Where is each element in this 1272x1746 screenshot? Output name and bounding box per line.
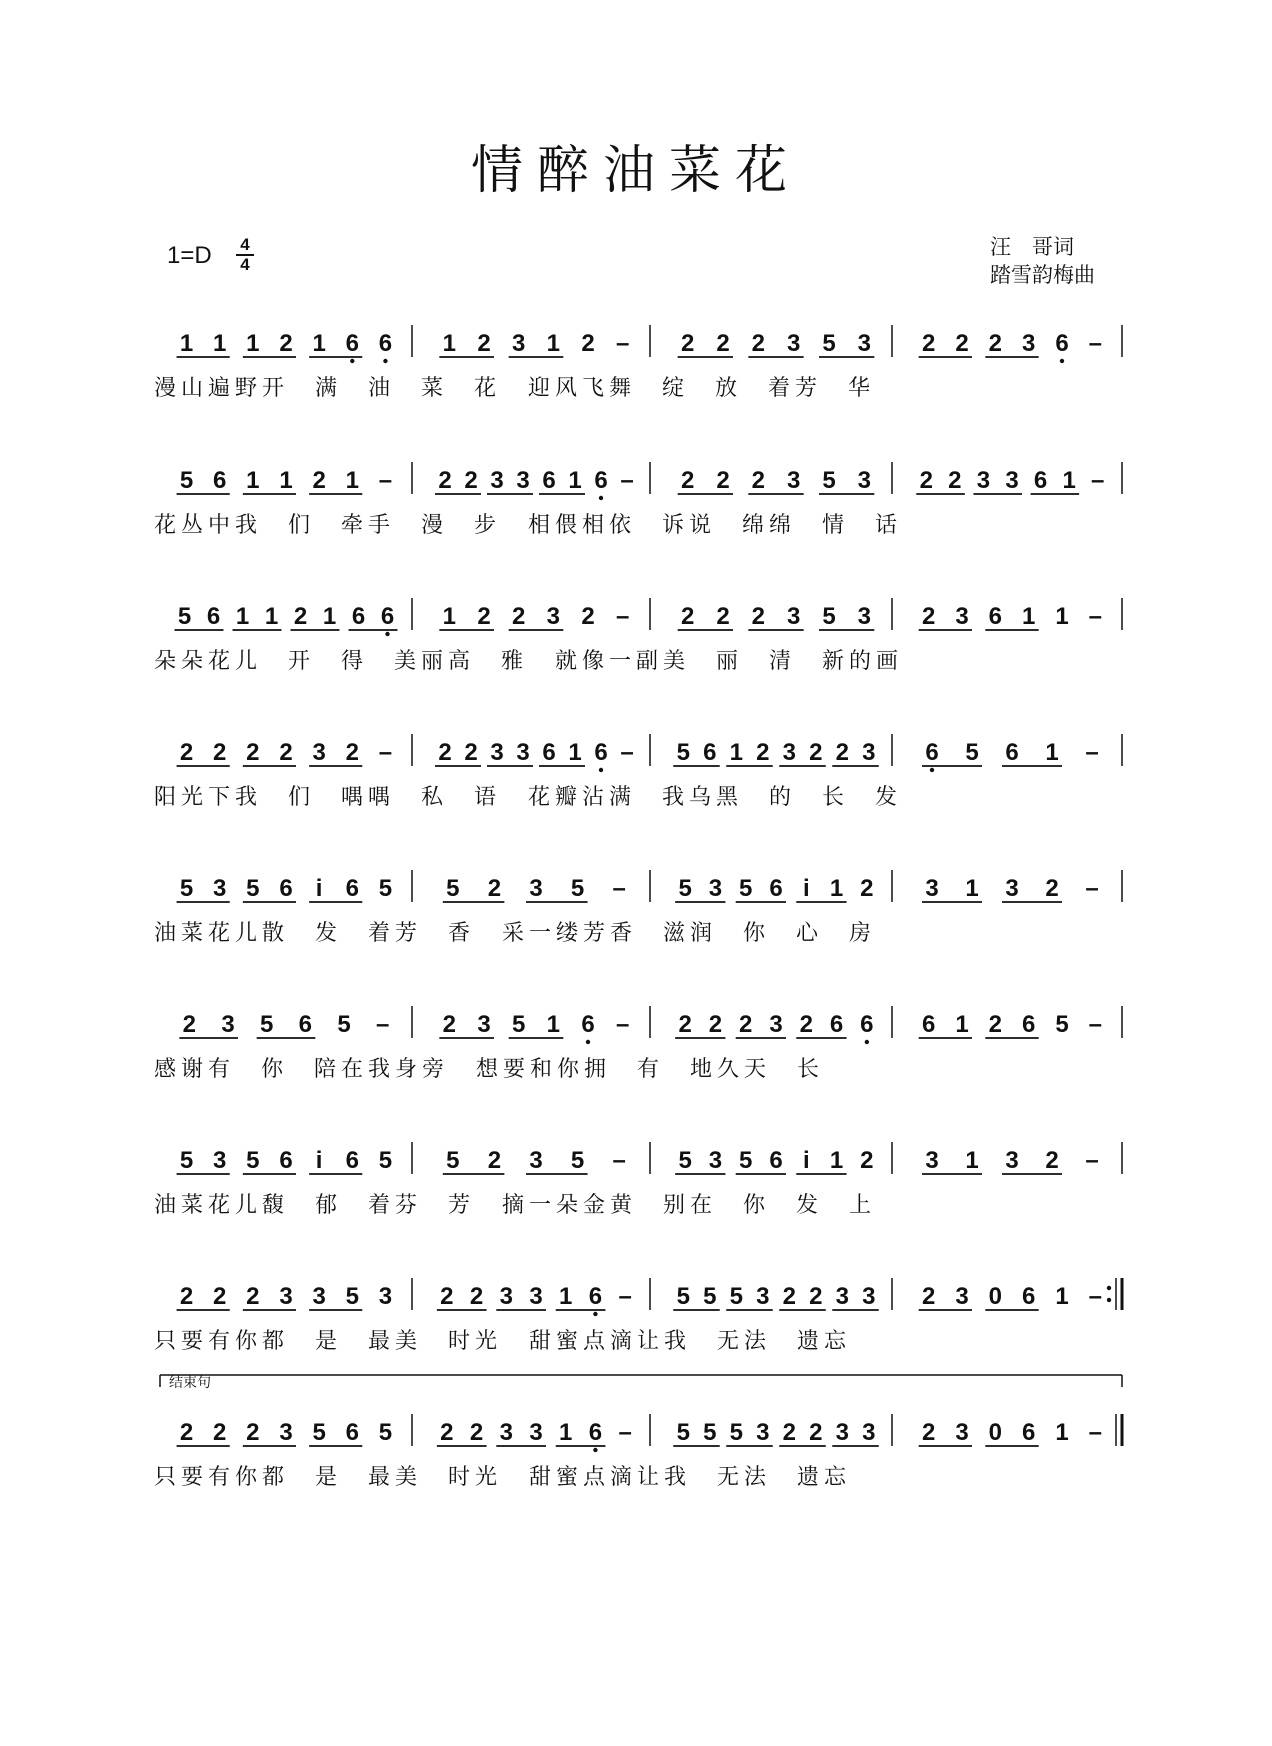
sustain-dash: – (378, 467, 393, 494)
low-octave-dot (593, 1448, 597, 1452)
note: 3 (1005, 1147, 1019, 1174)
note: 2 (246, 1419, 260, 1446)
note: 6 (1005, 739, 1019, 766)
note: 3 (1005, 875, 1019, 902)
note: 2 (440, 1283, 454, 1310)
note: 1 (829, 875, 844, 902)
note: 3 (529, 1419, 543, 1446)
note: 2 (921, 1283, 936, 1310)
note: 6 (594, 467, 608, 494)
note: i (315, 875, 323, 902)
note: 2 (581, 330, 595, 357)
note: 1 (729, 739, 743, 766)
note: 1 (559, 1283, 573, 1310)
lyrics-line: 油菜花儿散 发 着芳 香 采一缕芳香 滋润 你 心 房 (154, 921, 876, 946)
note: 5 (822, 467, 836, 494)
note: 2 (988, 330, 1003, 357)
sustain-dash: – (618, 1283, 632, 1310)
low-octave-dot (586, 1040, 590, 1044)
note: 2 (213, 1283, 227, 1310)
lyrics-line: 只要有你都 是 最美 时光 甜蜜点滴让我 无法 遗忘 (154, 1329, 851, 1354)
note: 2 (782, 1419, 796, 1446)
note: 3 (976, 467, 991, 494)
low-octave-dot (865, 1040, 869, 1044)
sustain-dash: – (375, 1011, 390, 1038)
low-octave-dot (1060, 359, 1064, 363)
note: 2 (477, 330, 491, 357)
note: 5 (446, 875, 460, 902)
note: 6 (588, 1419, 603, 1446)
note: 6 (298, 1011, 313, 1038)
note: 6 (345, 1147, 359, 1174)
note: 3 (925, 1147, 939, 1174)
sustain-dash: – (1088, 603, 1103, 630)
coda-label: 结束句 (169, 1375, 211, 1391)
note: 1 (312, 330, 326, 357)
sustain-dash: – (1088, 1283, 1103, 1310)
note: 5 (177, 603, 192, 630)
note: 1 (955, 1011, 969, 1038)
note: 3 (490, 739, 504, 766)
note: 2 (442, 1011, 457, 1038)
lyrics-line: 花丛中我 们 牵手 漫 步 相偎相依 诉说 绵绵 情 话 (154, 513, 902, 538)
note: 3 (862, 1419, 876, 1446)
note: 5 (378, 875, 393, 902)
note: 6 (345, 330, 359, 357)
sustain-dash: – (618, 1419, 632, 1446)
note: 5 (312, 1419, 326, 1446)
note: 3 (499, 1283, 513, 1310)
note: 3 (708, 1147, 723, 1174)
note: 6 (921, 1011, 936, 1038)
note: 1 (322, 603, 337, 630)
note: 2 (988, 1011, 1003, 1038)
note: 2 (438, 467, 452, 494)
lyrics-line: 油菜花儿馥 郁 着芬 芳 摘一朵金黄 别在 你 发 上 (154, 1193, 876, 1218)
note: 6 (213, 467, 227, 494)
note: 2 (279, 330, 293, 357)
note: 5 (676, 1419, 690, 1446)
note: 3 (312, 739, 326, 766)
note: 5 (676, 1283, 690, 1310)
note: 3 (955, 1419, 969, 1446)
note: 6 (1021, 1419, 1036, 1446)
sustain-dash: – (1085, 875, 1099, 902)
note: 3 (955, 1283, 969, 1310)
note: 6 (279, 1147, 293, 1174)
note: 6 (581, 1011, 595, 1038)
note: 2 (716, 603, 730, 630)
note: 2 (469, 1283, 484, 1310)
note: 2 (751, 330, 766, 357)
note: 2 (919, 467, 933, 494)
sustain-dash: – (1088, 1419, 1103, 1446)
note: 5 (739, 1147, 753, 1174)
note: 1 (246, 330, 260, 357)
note: 2 (464, 467, 478, 494)
note: 5 (179, 875, 194, 902)
composer-credit: 踏雪韵梅曲 (990, 263, 1095, 287)
note: 3 (925, 875, 939, 902)
note: 5 (511, 1011, 526, 1038)
note: 3 (955, 603, 969, 630)
note: 1 (442, 603, 457, 630)
note: 3 (499, 1419, 513, 1446)
note: 1 (235, 603, 250, 630)
note: 1 (179, 330, 194, 357)
note: 1 (1062, 467, 1076, 494)
note: 5 (345, 1283, 359, 1310)
lyrics-line: 感谢有 你 陪在我身旁 想要和你拥 有 地久天 长 (154, 1057, 824, 1082)
note: 3 (378, 1283, 393, 1310)
note: 5 (246, 1147, 260, 1174)
repeat-dot (1107, 1298, 1111, 1302)
note: 2 (179, 1283, 194, 1310)
note: 1 (568, 739, 582, 766)
note: 3 (546, 603, 561, 630)
note: 5 (1055, 1011, 1069, 1038)
note: 6 (1055, 330, 1069, 357)
note: 2 (345, 739, 359, 766)
note: 2 (708, 1011, 723, 1038)
note: 5 (570, 875, 585, 902)
note: 1 (1055, 1419, 1069, 1446)
note: 5 (446, 1147, 460, 1174)
note: 6 (279, 875, 293, 902)
note: 3 (857, 330, 872, 357)
note: 6 (345, 875, 359, 902)
note: 1 (546, 330, 561, 357)
note: 3 (1005, 467, 1019, 494)
note: 5 (179, 467, 194, 494)
note: 3 (213, 1147, 227, 1174)
note: 3 (835, 1283, 849, 1310)
note: 2 (680, 467, 695, 494)
note: 2 (799, 1011, 813, 1038)
note: 1 (965, 875, 979, 902)
note: 1 (965, 1147, 979, 1174)
note: 3 (516, 739, 530, 766)
note: 3 (529, 1147, 543, 1174)
note: i (802, 875, 810, 902)
note: 2 (469, 1419, 484, 1446)
note: 2 (716, 330, 730, 357)
note: 2 (921, 330, 936, 357)
key-signature: 1=D (167, 242, 212, 269)
note: 6 (769, 1147, 783, 1174)
note: 2 (921, 603, 936, 630)
note: 2 (921, 1419, 936, 1446)
note: 2 (739, 1011, 753, 1038)
note: 3 (782, 739, 796, 766)
low-octave-dot (599, 768, 603, 772)
note: 6 (1033, 467, 1048, 494)
note: 2 (438, 739, 452, 766)
note: 5 (729, 1283, 743, 1310)
note: 5 (729, 1419, 743, 1446)
note: 2 (312, 467, 326, 494)
note: 1 (264, 603, 279, 630)
note: 3 (786, 603, 801, 630)
note: 5 (378, 1419, 393, 1446)
note: 6 (988, 603, 1003, 630)
note: 5 (570, 1147, 585, 1174)
note: 0 (988, 1419, 1003, 1446)
low-octave-dot (383, 359, 387, 363)
lyrics-line: 漫山遍野开 满 油 菜 花 迎风飞舞 绽 放 着芳 华 (154, 376, 875, 401)
note: 2 (809, 1283, 823, 1310)
note: 3 (756, 1283, 770, 1310)
note: 6 (860, 1011, 874, 1038)
meter-bottom: 4 (240, 255, 250, 274)
note: 5 (678, 1147, 692, 1174)
low-octave-dot (599, 496, 603, 500)
note: 6 (925, 739, 939, 766)
note: 5 (965, 739, 979, 766)
note: 1 (546, 1011, 561, 1038)
note: 2 (213, 739, 227, 766)
sustain-dash: – (1085, 1147, 1099, 1174)
low-octave-dot (593, 1312, 597, 1316)
note: 6 (594, 739, 608, 766)
note: 6 (703, 739, 717, 766)
note: 3 (708, 875, 723, 902)
note: 6 (345, 1419, 359, 1446)
note: i (802, 1147, 810, 1174)
song-title: 情醉油菜花 (470, 141, 801, 201)
note: 2 (246, 739, 260, 766)
repeat-dot (1107, 1286, 1111, 1290)
sustain-dash: – (1088, 330, 1103, 357)
note: 1 (559, 1419, 573, 1446)
note: 1 (1021, 603, 1036, 630)
note: 2 (182, 1011, 197, 1038)
note: 5 (703, 1283, 717, 1310)
sustain-dash: – (1085, 739, 1099, 766)
meter-top: 4 (236, 236, 254, 256)
note: 2 (179, 739, 194, 766)
note: 3 (862, 739, 876, 766)
note: 6 (1021, 1011, 1036, 1038)
note: 3 (756, 1419, 770, 1446)
note: 6 (588, 1283, 603, 1310)
note: 1 (345, 467, 359, 494)
note: 1 (1055, 1283, 1069, 1310)
lyrics-line: 朵朵花儿 开 得 美丽高 雅 就像一副美 丽 清 新的画 (154, 649, 903, 674)
note: 5 (179, 1147, 194, 1174)
note: 2 (179, 1419, 194, 1446)
note: 2 (680, 330, 695, 357)
note: 5 (739, 875, 753, 902)
note: 5 (378, 1147, 393, 1174)
note: 3 (279, 1283, 293, 1310)
note: 3 (857, 467, 872, 494)
note: 2 (860, 1147, 874, 1174)
note: 3 (1021, 330, 1036, 357)
note: 2 (464, 739, 478, 766)
note: 2 (860, 875, 874, 902)
note: 3 (769, 1011, 783, 1038)
sustain-dash: – (378, 739, 393, 766)
note: 0 (988, 1283, 1003, 1310)
note: 3 (516, 467, 530, 494)
note: 2 (1045, 1147, 1059, 1174)
note: 5 (822, 330, 836, 357)
sustain-dash: – (620, 739, 634, 766)
note: 5 (246, 875, 260, 902)
note: 6 (769, 875, 783, 902)
note: 2 (716, 467, 730, 494)
note: 2 (477, 603, 491, 630)
note: 5 (822, 603, 836, 630)
note: 2 (782, 1283, 796, 1310)
note: 6 (829, 1011, 844, 1038)
note: 1 (442, 330, 457, 357)
sustain-dash: – (615, 330, 630, 357)
note: 3 (862, 1283, 876, 1310)
note: 2 (213, 1419, 227, 1446)
note: 6 (542, 467, 556, 494)
note: 2 (1045, 875, 1059, 902)
note: 3 (477, 1011, 491, 1038)
note: 5 (678, 875, 692, 902)
note: 2 (835, 739, 849, 766)
note: i (315, 1147, 323, 1174)
note: 3 (529, 875, 543, 902)
sustain-dash: – (612, 1147, 626, 1174)
sustain-dash: – (1091, 467, 1105, 494)
note: 3 (490, 467, 504, 494)
sustain-dash: – (1088, 1011, 1103, 1038)
note: 6 (206, 603, 221, 630)
note: 3 (857, 603, 872, 630)
note: 2 (948, 467, 962, 494)
sustain-dash: – (615, 603, 630, 630)
note: 2 (678, 1011, 692, 1038)
note: 2 (751, 603, 766, 630)
note: 1 (213, 330, 227, 357)
note: 2 (751, 467, 766, 494)
sustain-dash: – (615, 1011, 630, 1038)
note: 3 (279, 1419, 293, 1446)
note: 5 (259, 1011, 274, 1038)
note: 2 (293, 603, 308, 630)
note: 2 (756, 739, 770, 766)
note: 6 (378, 330, 393, 357)
note: 1 (829, 1147, 844, 1174)
note: 6 (380, 603, 395, 630)
lyrics-line: 阳光下我 们 喁喁 私 语 花瓣沾满 我乌黑 的 长 发 (154, 785, 902, 810)
note: 3 (511, 330, 526, 357)
note: 6 (1021, 1283, 1036, 1310)
note: 6 (542, 739, 556, 766)
note: 1 (246, 467, 260, 494)
note: 1 (279, 467, 293, 494)
note: 5 (703, 1419, 717, 1446)
note: 2 (279, 739, 293, 766)
note: 3 (835, 1419, 849, 1446)
note: 2 (955, 330, 969, 357)
note: 2 (487, 875, 502, 902)
note: 3 (786, 330, 801, 357)
note: 2 (809, 739, 823, 766)
note: 2 (511, 603, 526, 630)
note: 6 (351, 603, 366, 630)
note: 3 (221, 1011, 235, 1038)
note: 5 (337, 1011, 351, 1038)
note: 2 (440, 1419, 454, 1446)
note: 2 (581, 603, 595, 630)
low-octave-dot (385, 632, 389, 636)
note: 3 (213, 875, 227, 902)
sustain-dash: – (612, 875, 626, 902)
note: 2 (680, 603, 695, 630)
note: 5 (676, 739, 690, 766)
note: 3 (529, 1283, 543, 1310)
note: 2 (246, 1283, 260, 1310)
note: 1 (568, 467, 582, 494)
note: 1 (1045, 739, 1059, 766)
low-octave-dot (930, 768, 934, 772)
sustain-dash: – (620, 467, 634, 494)
lyrics-line: 只要有你都 是 最美 时光 甜蜜点滴让我 无法 遗忘 (154, 1465, 851, 1490)
note: 3 (312, 1283, 326, 1310)
lyricist-credit: 汪 哥词 (990, 235, 1074, 259)
note: 3 (786, 467, 801, 494)
note: 2 (487, 1147, 502, 1174)
note: 2 (809, 1419, 823, 1446)
note: 1 (1055, 603, 1069, 630)
low-octave-dot (350, 359, 354, 363)
